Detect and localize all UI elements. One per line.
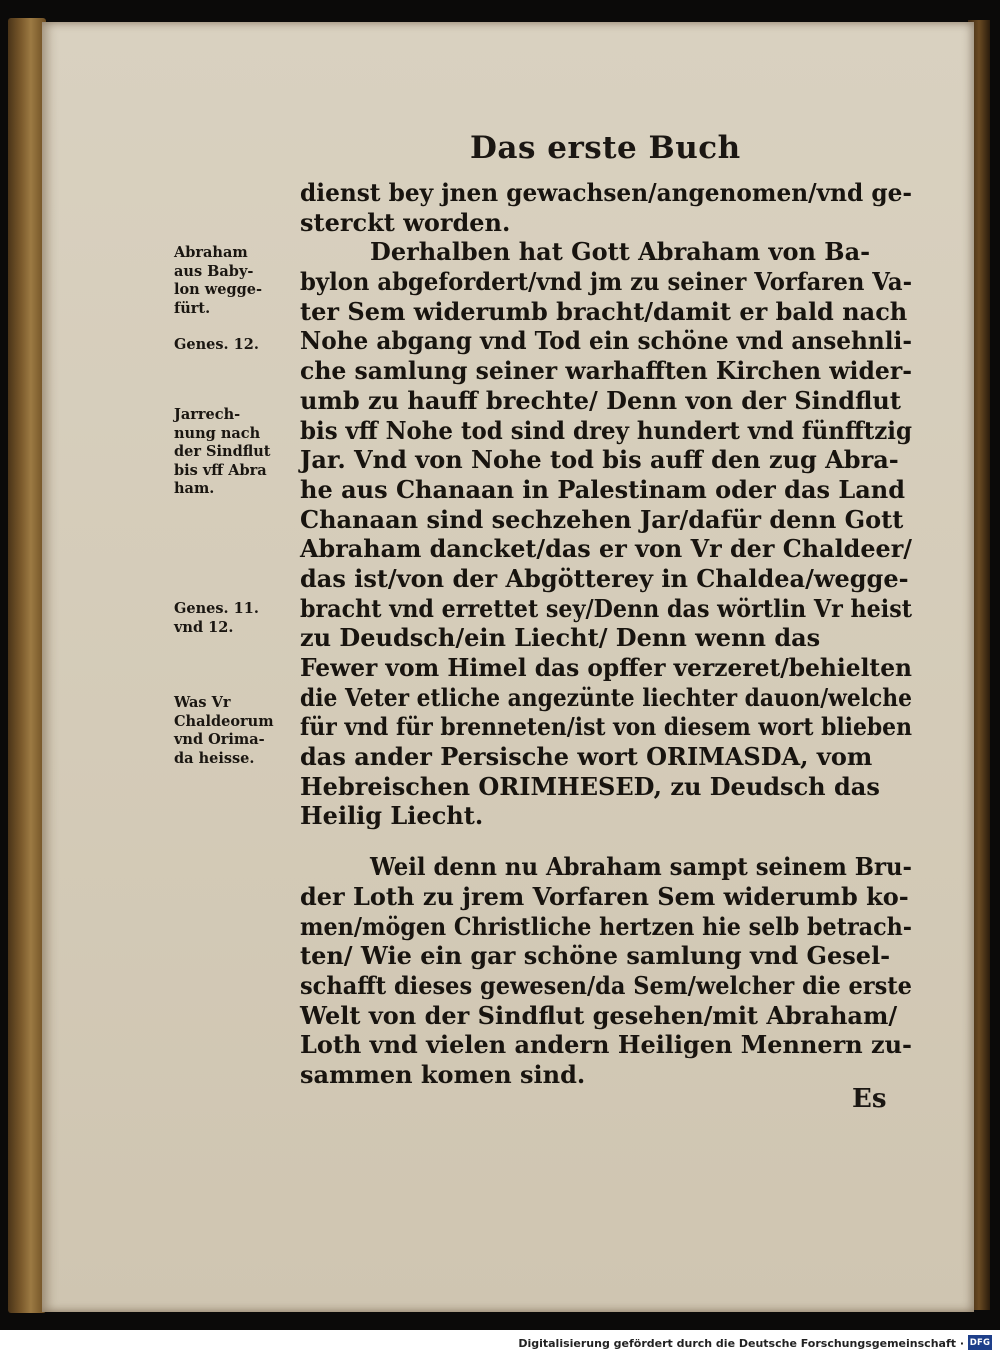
margin-note-abraham bbox=[174, 244, 262, 318]
text-line: bis vff Nohe tod sind drey hundert vnd fünfftzig bbox=[300, 415, 912, 445]
margin-note-line: nung nach bbox=[174, 424, 261, 442]
margin-note-line: Abraham bbox=[174, 244, 248, 261]
margin-note-line: bis vff Abra bbox=[174, 461, 267, 479]
margin-note-line: ham. bbox=[174, 480, 215, 498]
margin-note-genes-11-12 bbox=[174, 600, 259, 637]
text-line: dienst bey jnen gewachsen/angenomen/vnd ge- bbox=[300, 178, 912, 207]
text-line: che samlung seiner warhafften Kirchen wider- bbox=[300, 356, 912, 386]
text-line: bylon abgefordert/vnd jm zu seiner Vorfaren Va- bbox=[300, 267, 912, 297]
text-line: umb zu hauff brechte/ Denn von der Sindflut bbox=[300, 385, 901, 415]
paragraph-gap bbox=[300, 831, 910, 852]
body-text bbox=[300, 178, 910, 1090]
text-line: zu Deudsch/ein Liecht/ Denn wenn das bbox=[300, 623, 821, 653]
margin-note-was-vr bbox=[174, 694, 274, 768]
margin-note-jarrechnung bbox=[174, 406, 271, 499]
text-line: bracht vnd errettet sey/Denn das wörtlin Vr heist bbox=[300, 593, 912, 623]
text-line: schafft dieses gewesen/da Sem/welcher die erste bbox=[300, 970, 912, 1000]
text-line: ter Sem widerumb bracht/damit er bald nach bbox=[300, 296, 908, 326]
margin-note-line: Was Vr bbox=[174, 694, 231, 711]
text-line: für vnd für brenneten/ist von diesem wort blieben bbox=[300, 712, 912, 742]
dfg-logo-icon: DFG bbox=[968, 1335, 992, 1350]
margin-note-line: vnd Orima- bbox=[174, 731, 265, 749]
margin-note-line: Genes. 12. bbox=[174, 336, 259, 353]
margin-note-line: der Sindflut bbox=[174, 443, 271, 461]
text-line: das ist/von der Abgötterey in Chaldea/wegge- bbox=[300, 563, 909, 593]
margin-note-line: Chaldeorum bbox=[174, 712, 274, 730]
text-line: men/mögen Christliche hertzen hie selb betrach- bbox=[300, 911, 912, 941]
text-line: Fewer vom Himel das opffer verzeret/behielten bbox=[300, 653, 912, 682]
running-head: Das erste Buch bbox=[470, 130, 741, 166]
text-line: ten/ Wie ein gar schöne samlung vnd Gesel- bbox=[300, 941, 891, 971]
margin-note-line: Jarrech- bbox=[174, 406, 241, 423]
margin-note-genes-12 bbox=[174, 336, 259, 355]
text-line: Jar. Vnd von Nohe tod bis auff den zug Abra- bbox=[300, 445, 899, 475]
text-line: die Veter etliche angezünte liechter dauon/welche bbox=[300, 682, 912, 712]
text-line: der Loth zu jrem Vorfaren Sem widerumb ko- bbox=[300, 881, 909, 911]
book-page-edges-left bbox=[8, 18, 46, 1313]
margin-note-line: fürt. bbox=[174, 299, 211, 317]
text-line: Chanaan sind sechzehen Jar/dafür denn Gott bbox=[300, 504, 904, 534]
text-line: Heilig Liecht. bbox=[300, 801, 484, 831]
margin-note-line: vnd 12. bbox=[174, 618, 234, 636]
margin-note-line: Genes. 11. bbox=[174, 600, 259, 617]
text-line: Loth vnd vielen andern Heiligen Mennern zu- bbox=[300, 1030, 912, 1060]
margin-note-line: lon wegge- bbox=[174, 281, 262, 299]
text-line: Weil denn nu Abraham sampt seinem Bru- bbox=[370, 852, 912, 882]
text-line: Derhalben hat Gott Abraham von Ba- bbox=[370, 237, 871, 267]
footer-bar bbox=[0, 1330, 1000, 1356]
catchword: Es bbox=[852, 1084, 887, 1114]
text-line: sammen komen sind. bbox=[300, 1059, 586, 1089]
text-line: das ander Persische wort ORIMASDA, vom bbox=[300, 742, 873, 772]
text-line: Nohe abgang vnd Tod ein schöne vnd ansehnli- bbox=[300, 326, 912, 356]
margin-note-line: da heisse. bbox=[174, 749, 255, 767]
text-line: Abraham dancket/das er von Vr der Chaldeer/ bbox=[300, 534, 912, 564]
text-line: Hebreischen ORIMHESED, zu Deudsch das bbox=[300, 771, 880, 801]
footer-credit: Digitalisierung gefördert durch die Deutsche Forschungsgemeinschaft · bbox=[518, 1337, 964, 1350]
text-line: he aus Chanaan in Palestinam oder das Land bbox=[300, 474, 906, 504]
text-line: sterckt worden. bbox=[300, 207, 511, 237]
margin-note-line: aus Baby- bbox=[174, 262, 254, 280]
text-line: Welt von der Sindflut gesehen/mit Abraham/ bbox=[300, 1000, 898, 1030]
